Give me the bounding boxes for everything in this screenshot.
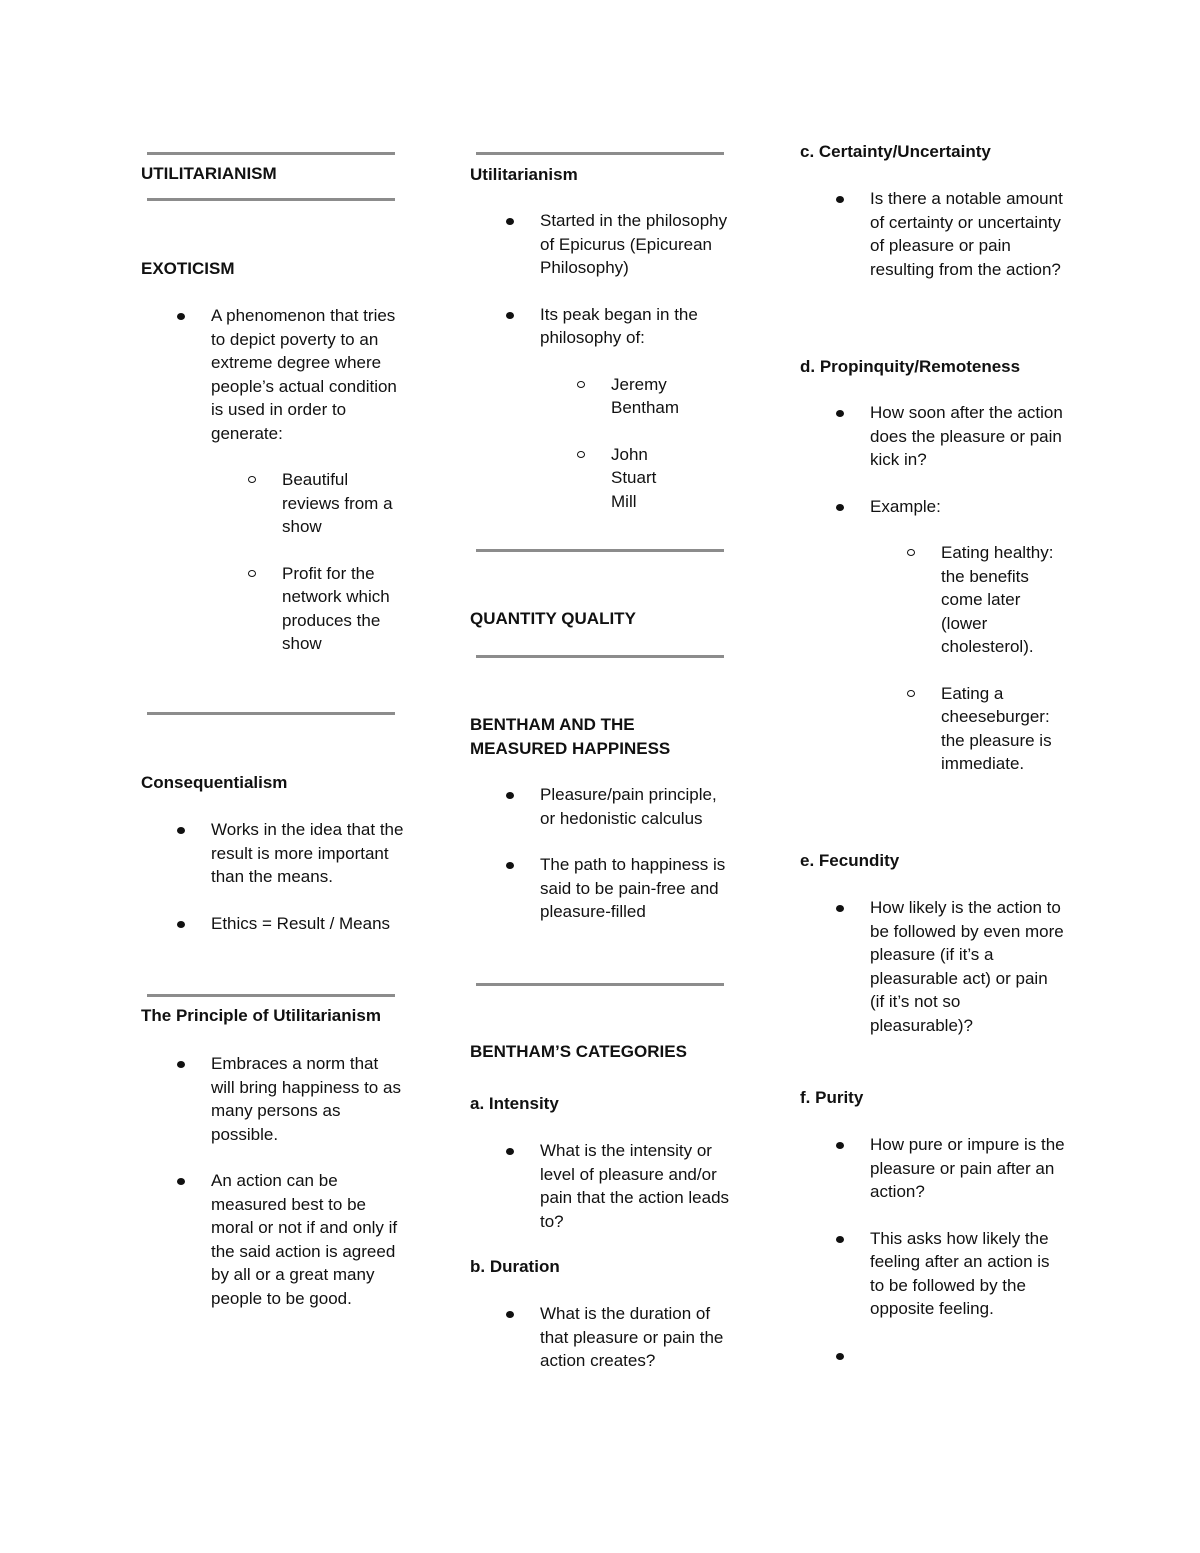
list-item: Ethics = Result / Means — [141, 912, 406, 936]
list-item: A phenomenon that tries to depict poverty to an extreme degree where people’s actual condition is used in order to generate: — [141, 304, 406, 445]
category-heading-fecundity: e. Fecundity — [800, 851, 900, 870]
certainty-list — [800, 187, 1065, 281]
divider — [147, 712, 395, 715]
list-item: Profit for the network which produces the show — [141, 562, 406, 656]
list-item: Jeremy Bentham — [470, 373, 735, 420]
list-item: Works in the idea that the result is more important than the means. — [141, 818, 406, 889]
exoticism-list — [141, 304, 406, 656]
section-heading-exoticism: EXOTICISM — [141, 259, 235, 278]
list-item: What is the intensity or level of pleasure and/or pain that the action leads to? — [470, 1139, 735, 1233]
list-item: Is there a notable amount of certainty or uncertainty of pleasure or pain resulting from the action? — [800, 187, 1065, 281]
duration-list — [470, 1302, 735, 1373]
list-item: What is the duration of that pleasure or pain the action creates? — [470, 1302, 735, 1373]
category-heading-duration: b. Duration — [470, 1257, 560, 1276]
divider — [476, 655, 724, 658]
page-title: UTILITARIANISM — [141, 164, 277, 183]
bentham-list — [470, 783, 735, 924]
divider — [147, 198, 395, 201]
purity-list — [800, 1133, 1065, 1367]
category-heading-intensity: a. Intensity — [470, 1094, 559, 1113]
list-item: Eating healthy: the benefits come later (lower cholesterol). — [800, 541, 1065, 659]
category-heading-certainty: c. Certainty/Uncertainty — [800, 142, 991, 161]
section-heading-bentham: BENTHAM AND THE MEASURED HAPPINESS — [470, 715, 671, 758]
propinquity-list — [800, 401, 1065, 776]
section-heading-principle: The Principle of Utilitarianism — [141, 1006, 381, 1025]
category-heading-propinquity: d. Propinquity/Remoteness — [800, 357, 1021, 376]
list-item: How pure or impure is the pleasure or pain after an action? — [800, 1133, 1065, 1204]
list-item: Its peak began in the philosophy of: — [470, 303, 735, 350]
divider — [476, 983, 724, 986]
divider — [476, 152, 724, 155]
list-item: The path to happiness is said to be pain-free and pleasure-filled — [470, 853, 735, 924]
section-heading-utilitarianism: Utilitarianism — [470, 165, 578, 184]
list-item: Example: — [800, 495, 1065, 519]
list-item: Started in the philosophy of Epicurus (Epicurean Philosophy) — [470, 209, 735, 280]
section-heading-quantity-quality: QUANTITY QUALITY — [470, 609, 636, 628]
list-item: How likely is the action to be followed by even more pleasure (if it’s a pleasurable act) or pain (if it’s not so pleasurable)? — [800, 896, 1065, 1037]
principle-list — [141, 1052, 406, 1310]
list-item: How soon after the action does the pleasure or pain kick in? — [800, 401, 1065, 472]
intensity-list — [470, 1139, 735, 1233]
list-item: Pleasure/pain principle, or hedonistic calculus — [470, 783, 735, 830]
list-item: An action can be measured best to be moral or not if and only if the said action is agreed by all or a great many people to be good. — [141, 1169, 406, 1310]
divider — [476, 549, 724, 552]
list-item: Eating a cheeseburger: the pleasure is immediate. — [800, 682, 1065, 776]
section-heading-categories: BENTHAM’S CATEGORIES — [470, 1042, 687, 1061]
section-heading-consequentialism: Consequentialism — [141, 773, 288, 792]
category-heading-purity: f. Purity — [800, 1088, 864, 1107]
list-item: Beautiful reviews from a show — [141, 468, 406, 539]
list-item: John Stuart Mill — [470, 443, 735, 514]
utilitarianism-list — [470, 209, 735, 513]
list-item — [800, 1344, 1065, 1368]
list-item: This asks how likely the feeling after an action is to be followed by the opposite feeling. — [800, 1227, 1065, 1321]
fecundity-list — [800, 896, 1065, 1037]
consequentialism-list — [141, 818, 406, 935]
divider — [147, 152, 395, 155]
list-item: Embraces a norm that will bring happiness to as many persons as possible. — [141, 1052, 406, 1146]
divider — [147, 994, 395, 997]
